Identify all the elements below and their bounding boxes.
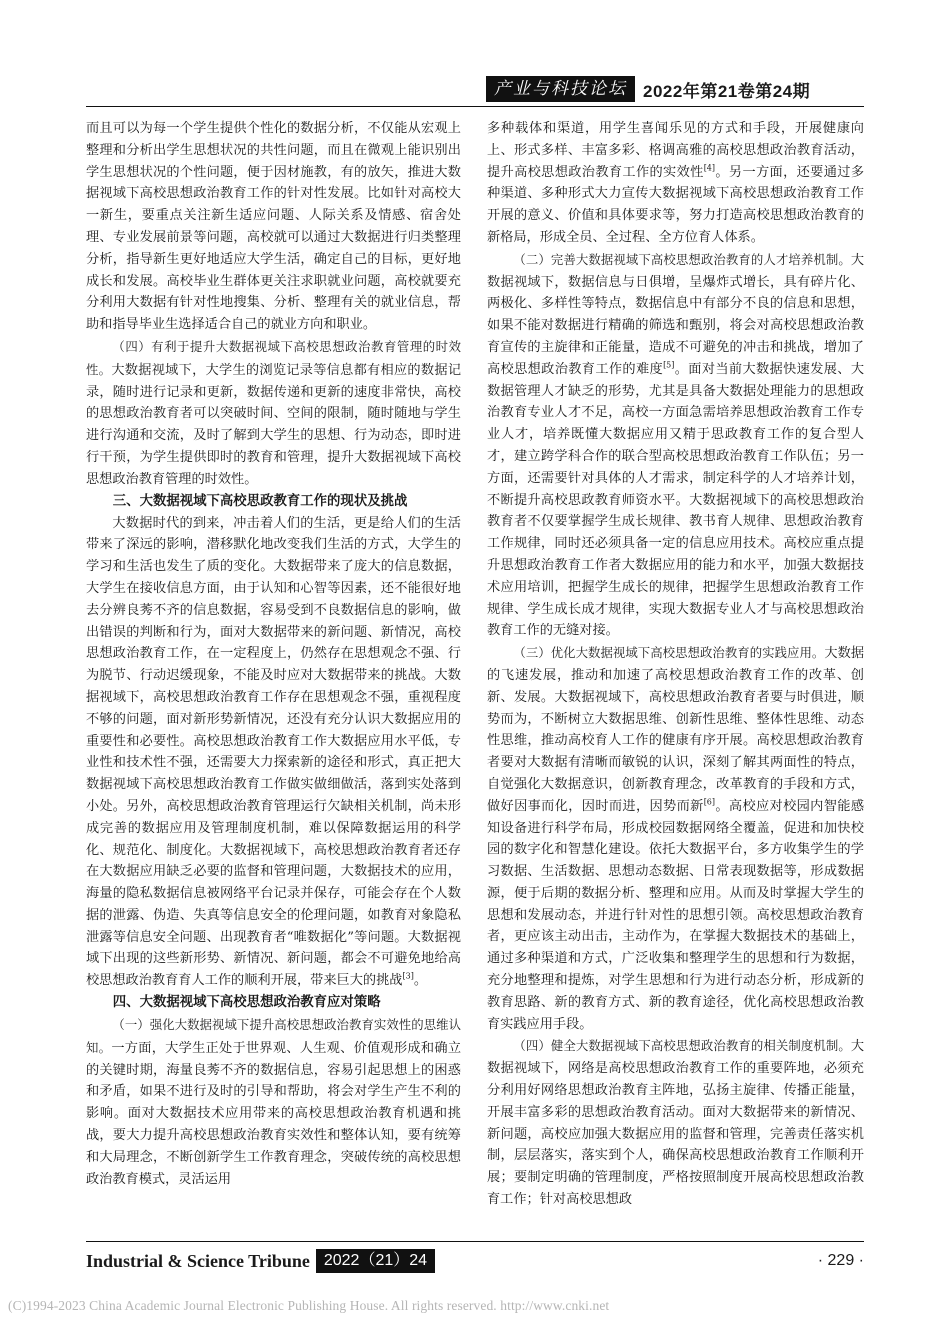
paragraph — [86, 336, 461, 491]
paragraph-end: 。 — [413, 973, 428, 989]
paragraph-body: 大数据时代的到来，冲击着人们的生活，更是给人们的生活带来了深远的影响，潜移默化地改变我们生活的方式，大学生的学习和生活也发生了质的变化。大数据带来了庞大的信息数据，大学生在接收信息方面，由于认知和心智等因素，还不能很好地去分辨良莠不齐的信息数据，容易受到不良数据信息的影响，做出错误的判断和行为，面对大数据带来的新问题、新情况，高校思想政治教育工作，在一定程度上，仍然存在思想观念不强、行为脱节、行动迟缓现象，不能及时应对大数据带来的挑战。大数据视域下，高校思想政治教育工作存在思想观念不强，重视程度不够的问题，面对新形势新情况，还没有充分认识大数据应用的重要性和必要性。高校思想政治教育工作大数据应用水平低，专业性和技术性不强，还需要大力探索新的途径和形式，真正把大数据视域下高校思想政治教育工作做实做细做活，落到实处落到小处。另外，高校思想政治教育管理运行欠缺相关机制，尚未形成完善的数据应用及管理制度机制，难以保障数据运用的科学化、规范化、制度化。大数据视域下，高校思想政治教育者还存在大数据应用缺乏必要的监督和管理问题，大数据技术的应用，海量的隐私数据信息被网络平台记录并保存，可能会存在个人数据的泄露、伪造、失真等信息安全的伦理问题，如教育对象隐私泄露等信息安全问题、出现教育者“唯数据化”等问题。大数据视域下出现的这些新形势、新情况、新问题，都会不可避免地给高校思想政治教育育人工作的顺利开展，带来巨大的挑战 — [86, 515, 461, 989]
paragraph-body: 大数据的飞速发展，推动和加速了高校思想政治教育工作的改革、创新、发展。大数据视域下，高校思想政治教育者要与时俱进，顺势而为，不断树立大数据思维、创新性思维、整体性思维、动态性思维，推动高校育人工作的健康有序开展。高校思想政治教育者要对大数据有清晰而敏锐的认识，深刻了解其两面性的特点，自觉强化大数据意识，创新教育理念，改革教育的手段和方式，做好因事而化，因时而进，因势而新 — [487, 646, 865, 814]
page-header — [486, 76, 864, 102]
paragraph-body: 一方面，大学生正处于世界观、人生观、价值观形成和确立的关键时期，海量良莠不齐的数据信息，容易引起思想上的困惑和矛盾，如果不进行及时的引导和帮助，将会对学生产生不利的影响。面对大数据技术应用带来的高校思想政治教育机遇和挑战，要大力提升高校思想政治教育实效性和整体认知，要有统筹和大局理念，不断创新学生工作教育理念，突破传统的高校思想政治教育模式，灵活运用 — [86, 1040, 462, 1187]
page-footer — [86, 1247, 864, 1275]
paragraph-body: 大数据视域下，网络是高校思想政治教育工作的重要阵地，必须充分利用好网络思想政治教育主阵地，弘扬主旋律、传播正能量，开展丰富多彩的思想政治教育活动。面对大数据带来的新情况、新问题，高校应加强大数据应用的监督和管理，完善责任落实机制，层层落实，落实到个人，确保高校思想政治教育工作顺利开展；要制定明确的管理制度，严格按照制度开展高校思想政治教育工作；针对高校思想政 — [487, 1039, 864, 1208]
paragraph — [86, 513, 461, 993]
paragraph-body: 多种载体和渠道，用学生喜闻乐见的方式和手段，开展健康向上、形式多样、丰富多彩、格调高雅的高校思想政治教育活动，提升高校思想政治教育工作的实效性 — [487, 121, 864, 180]
journal-name-english: Industrial & Science Tribune — [86, 1250, 310, 1271]
citation-ref: [6] — [703, 797, 716, 807]
citation-ref: [4] — [703, 163, 716, 173]
paragraph-body: 。高校应对校园内智能感知设备进行科学布局，形成校园数据网络全覆盖，促进和加快校园的数字化和智慧化建设。依托大数据平台，多方收集学生的学习数据、生活数据、思想动态数据、日常表现数据等，形成数据源，便于后期的数据分析、整理和应用。从而及时掌握大学生的思想和发展动态，并进行针对性的思想引领。高校思想政治教育者，更应该主动出击，主动作为，在掌握大数据技术的基础上，通过多种渠道和方式，广泛收集和整理学生的思想和行为数据，充分地整理和提炼，对学生思想和行为进行动态分析，形成新的教育思路、新的教育方式、新的教育途径，优化高校思想政治教育实践应用手段。 — [487, 798, 865, 1032]
paragraph: 而且可以为每一个学生提供个性化的数据分析，不仅能从宏观上整理和分析出学生思想状况的共性问题，而且在微观上能识别出学生思想状况的个性问题，便于因材施教，有的放矢，推进大数据视域下高校思想政治教育工作的针对性发展。比如针对高校大一新生，要重点关注新生适应问题、人际关系及情感、宿舍处理、专业发展前景等问题，高校就可以通过大数据进行归类整理分析，指导新生更好地适应大学生活，确定自己的目标，更好地成长和发展。高校毕业生群体更关注求职就业问题，高校就要充分利用大数据有针对性地搜集、分析、整理有关的就业信息，帮助和指导毕业生选择适合自己的就业方向和职业。 — [86, 121, 461, 333]
paragraph — [487, 249, 864, 642]
paragraph-body: 。另一方面，还要通过多种渠道、多种形式大力宣传大数据视域下高校思想政治教育工作开展的意义、价值和具体要求等，努力打造高校思想政治教育的新格局，形成全员、全过程、全方位育人体系。 — [487, 164, 865, 245]
subsection-heading: （四）健全大数据视域下高校思想政治教育的相关制度机制。 — [513, 1038, 851, 1054]
citation-ref: [5] — [663, 360, 675, 370]
section-title: 三、大数据视域下高校思政教育工作的现状及挑战 — [112, 493, 408, 509]
paragraph — [487, 1035, 864, 1210]
paragraph — [86, 1014, 461, 1190]
footer-divider — [86, 1241, 864, 1242]
subsection-heading: （一）强化大数据视域下提升高校思想政治教育实效性的思维认知。 — [86, 1017, 461, 1055]
right-column — [487, 118, 864, 1211]
page-number: · 229 · — [817, 1252, 864, 1269]
journal-name: 产业与科技论坛 — [486, 76, 635, 102]
header-divider — [86, 106, 864, 107]
paragraph — [487, 642, 864, 1035]
subsection-heading: （三）优化大数据视域下高校思想政治教育的实践应用。 — [513, 645, 825, 661]
issue-label: 2022年第21卷第24期 — [643, 81, 811, 101]
paragraph-body: 。面对当前大数据快速发展、大数据管理人才缺乏的形势，尤其是具备大数据处理能力的思想政治教育专业人才不足，高校一方面急需培养思想政治教育工作专业人才，培养既懂大数据应用又精于思政教育工作的复合型人才，建立跨学科合作的联合型高校思想政治教育工作队伍；另一方面，还需要针对具体的人才需求，制定科学的人才培养计划，不断提升高校思政教育师资水平。大数据视域下的高校思想政治教育者不仅要掌握学生成长规律、教书育人规律、思想政治教育工作规律，同时还必须具备一定的信息应用技术。高校应重点提升思想政治教育工作者大数据应用的能力和水平，加强大数据技术应用培训，把握学生成长的规律，把握学生思想政治教育工作规律、学生成长成才规律，实现大数据专业人才与高校思想政治教育工作的无缝对接。 — [487, 361, 865, 639]
citation-ref: [3] — [402, 971, 414, 981]
paragraph-body: 大数据视域下，数据信息与日俱增，呈爆炸式增长，具有碎片化、两极化、多样性等特点，数据信息中有部分不良的信息和思想，如果不能对数据进行精确的筛选和甄别，将会对高校思想政治教育宣传的主旋律和正能量，造成不可避免的冲击和挑战，增加了高校思想政治教育工作的难度 — [487, 252, 864, 377]
copyright-notice: (C)1994-2023 China Academic Journal Electronic Publishing House. All rights reserved. http://www.cnki.net — [8, 1298, 610, 1313]
footer-issue-label: 2022（21）24 — [316, 1249, 435, 1273]
section-title: 四、大数据视域下高校思想政治教育应对策略 — [112, 995, 381, 1011]
subsection-heading: （二）完善大数据视域下高校思想政治教育的人才培养机制。 — [513, 251, 851, 267]
subsection-heading: （四）有利于提升大数据视域下高校思想政治教育管理的时效性。 — [86, 338, 461, 377]
paragraph — [487, 118, 864, 249]
left-column — [86, 118, 461, 1190]
paragraph-body: 大数据视域下，大学生的浏览记录等信息都有相应的数据记录，随时进行记录和更新，数据传递和更新的速度非常快，高校的思想政治教育者可以突破时间、空间的限制，随时随地与学生进行沟通和交流，及时了解到大学生的思想、行为动态，即时进行干预，为学生提供即时的教育和管理，提升大数据视域下高校思想政治教育管理的时效性。 — [86, 362, 462, 487]
